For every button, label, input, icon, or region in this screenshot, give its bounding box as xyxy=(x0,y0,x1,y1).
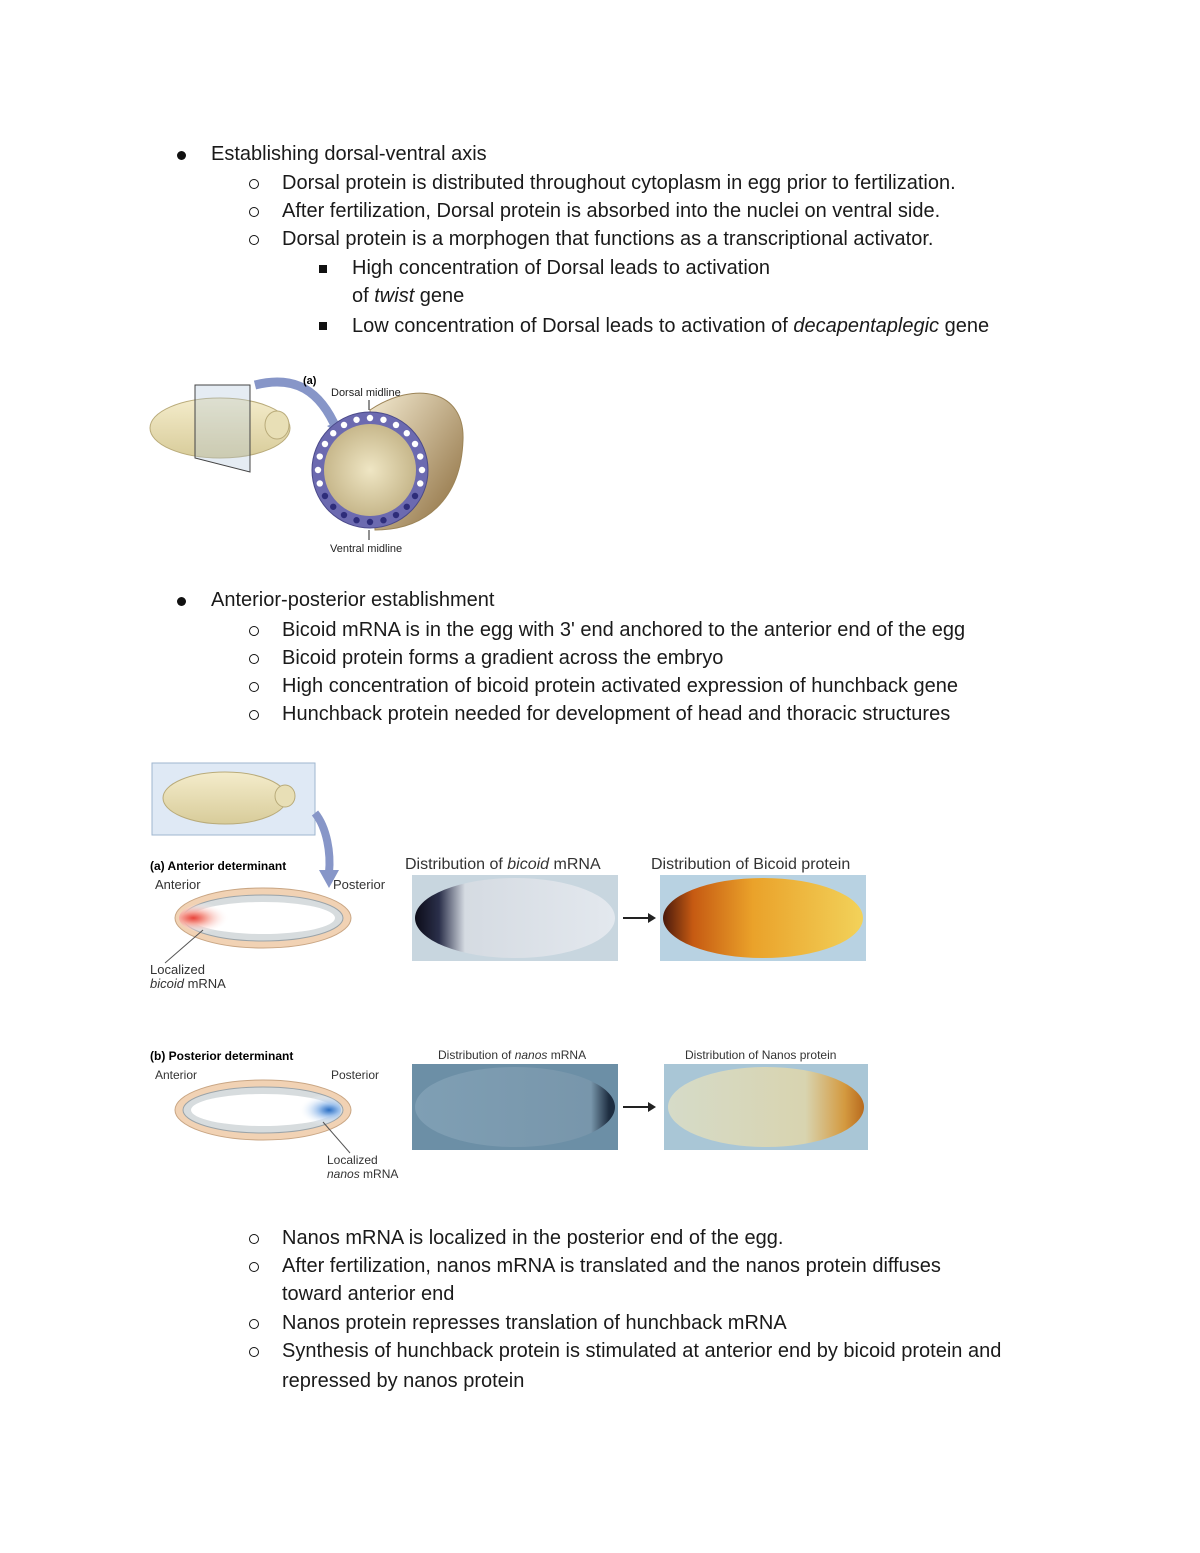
bullet-circle xyxy=(249,682,259,692)
list-item: After fertilization, Dorsal protein is absorbed into the nuclei on ventral side. xyxy=(282,200,941,222)
anterior-label: Anterior xyxy=(155,1068,198,1082)
nucleus-dot xyxy=(317,480,323,486)
nucleus-dot xyxy=(353,517,359,523)
bullet-circle xyxy=(249,654,259,664)
nanos-protein-title: Distribution of Nanos protein xyxy=(685,1048,837,1062)
nucleus-dot xyxy=(330,430,336,436)
bullet-circle xyxy=(249,1262,259,1272)
nucleus-dot xyxy=(412,493,418,499)
nucleus-dot xyxy=(341,422,347,428)
localized-nanos-label: nanos mRNA xyxy=(327,1167,399,1181)
nucleus-dot xyxy=(322,493,328,499)
list-item: Low concentration of Dorsal leads to activation of decapentaplegic gene xyxy=(352,315,990,337)
nanos-protein-image xyxy=(664,1064,868,1150)
posterior-label: Posterior xyxy=(333,877,386,892)
bullet-circle xyxy=(249,1347,259,1357)
embryo-anterior-diagram xyxy=(175,888,351,948)
bullet-circle xyxy=(249,1319,259,1329)
arrow xyxy=(315,813,329,873)
bullet-circle xyxy=(249,207,259,217)
list-item-continuation: toward anterior end xyxy=(282,1283,455,1305)
panel-a-title: (a) Anterior determinant xyxy=(150,859,287,873)
bullet-disc xyxy=(177,151,186,160)
nucleus-dot xyxy=(322,441,328,447)
nanos-mrna-title: Distribution of nanos mRNA xyxy=(438,1048,587,1062)
list-item: High concentration of Dorsal leads to activation xyxy=(352,257,771,279)
section-heading-anterior-posterior: Anterior-posterior establishment xyxy=(211,589,495,611)
embryo-posterior-diagram xyxy=(175,1080,351,1140)
bullet-circle xyxy=(249,179,259,189)
localized-label: Localized xyxy=(327,1153,378,1167)
list-item: Bicoid protein forms a gradient across the embryo xyxy=(282,647,724,669)
nucleus-dot xyxy=(367,519,373,525)
nanos-mrna-image xyxy=(412,1064,618,1150)
figure-dorsal-ventral xyxy=(145,370,475,570)
nucleus-dot xyxy=(419,467,425,473)
nucleus-dot xyxy=(315,467,321,473)
anterior-label: Anterior xyxy=(155,877,201,892)
localized-label: Localized xyxy=(150,962,205,977)
nucleus-dot xyxy=(393,422,399,428)
bullet-disc xyxy=(177,597,186,606)
nucleus-dot xyxy=(404,504,410,510)
nucleus-dot xyxy=(367,415,373,421)
localized-bicoid-label: bicoid mRNA xyxy=(150,976,226,991)
list-item: Dorsal protein is distributed throughout cytoplasm in egg prior to fertilization. xyxy=(282,172,956,194)
panel-label: (a) xyxy=(303,375,317,387)
bullet-circle xyxy=(249,235,259,245)
whole-egg-illustration xyxy=(150,385,290,472)
panel-b-title: (b) Posterior determinant xyxy=(150,1049,294,1063)
list-item: Nanos mRNA is localized in the posterior end of the egg. xyxy=(282,1227,784,1249)
arrow-right xyxy=(623,1102,656,1112)
nucleus-dot xyxy=(417,480,423,486)
nucleus-dot xyxy=(353,417,359,423)
cross-section-illustration xyxy=(312,393,463,530)
arrow-right xyxy=(623,913,656,923)
list-item: Hunchback protein needed for development of head and thoracic structures xyxy=(282,703,951,725)
whole-egg-inset xyxy=(152,763,315,835)
nucleus-dot xyxy=(412,441,418,447)
nucleus-dot xyxy=(404,430,410,436)
dorsal-midline-label: Dorsal midline xyxy=(331,387,401,399)
nucleus-dot xyxy=(393,512,399,518)
nucleus-dot xyxy=(417,453,423,459)
list-item: Dorsal protein is a morphogen that functions as a transcriptional activator. xyxy=(282,228,934,250)
nucleus-dot xyxy=(380,417,386,423)
posterior-label: Posterior xyxy=(331,1068,380,1082)
nucleus-dot xyxy=(380,517,386,523)
list-item: After fertilization, nanos mRNA is translated and the nanos protein diffuses xyxy=(282,1255,941,1277)
bicoid-protein-title: Distribution of Bicoid protein xyxy=(651,856,851,873)
list-item: Nanos protein represses translation of hunchback mRNA xyxy=(282,1312,787,1334)
bicoid-mrna-title: Distribution of bicoid mRNA xyxy=(405,856,601,873)
ventral-midline-label: Ventral midline xyxy=(330,543,403,555)
nucleus-dot xyxy=(317,453,323,459)
list-item: Synthesis of hunchback protein is stimulated at anterior end by bicoid protein and xyxy=(282,1340,1002,1362)
section-heading-dorsal-ventral: Establishing dorsal-ventral axis xyxy=(211,143,487,165)
list-item-continuation: repressed by nanos protein xyxy=(282,1370,525,1392)
bullet-circle xyxy=(249,710,259,720)
bullet-circle xyxy=(249,1234,259,1244)
list-item: Bicoid mRNA is in the egg with 3' end anchored to the anterior end of the egg xyxy=(282,619,966,641)
list-item: High concentration of bicoid protein activated expression of hunchback gene xyxy=(282,675,958,697)
figure-anterior-posterior xyxy=(145,758,885,1188)
nucleus-dot xyxy=(330,504,336,510)
bicoid-mrna-image xyxy=(412,875,618,961)
list-item-continuation: of twist gene xyxy=(352,285,465,307)
bicoid-protein-image xyxy=(660,875,866,961)
nucleus-dot xyxy=(341,512,347,518)
bullet-circle xyxy=(249,626,259,636)
bullet-square xyxy=(319,265,327,273)
bullet-square xyxy=(319,322,327,330)
